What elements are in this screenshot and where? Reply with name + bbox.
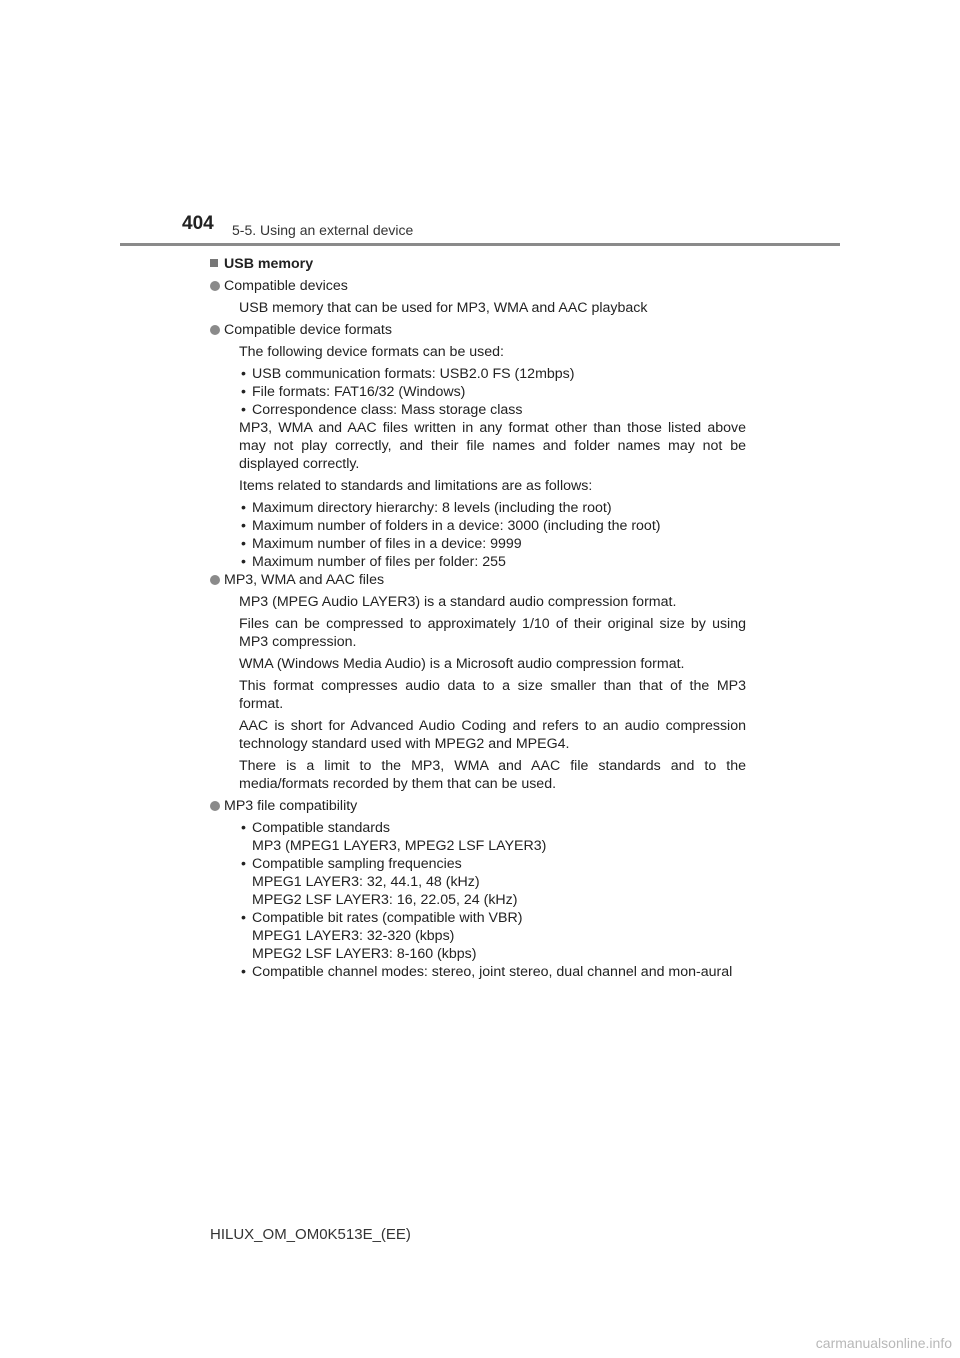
circle-bullet-icon — [210, 801, 220, 811]
square-bullet-icon — [210, 259, 218, 267]
limits-list — [239, 499, 746, 571]
content — [210, 255, 746, 981]
paragraph: This format compresses audio data to a size smaller than that of the MP3 format. — [239, 678, 746, 712]
header-rule — [120, 243, 840, 246]
mp3-compat-list — [239, 819, 746, 981]
list-item: • Maximum directory hierarchy: 8 levels (including the root) — [239, 499, 746, 517]
list-item: • Maximum number of files in a device: 9999 — [239, 535, 746, 553]
watermark: carmanualsonline.info — [815, 1335, 952, 1351]
bullet-device-formats: Compatible device formats — [210, 321, 746, 339]
list-item: • Compatible bit rates (compatible with VBR) MPEG1 LAYER3: 32-320 (kbps) MPEG2 LSF LAYER3: 8-160 (kbps) — [239, 909, 746, 963]
paragraph: The following device formats can be used: — [239, 344, 504, 360]
list-item: • USB communication formats: USB2.0 FS (12mbps) — [239, 365, 746, 383]
circle-bullet-icon — [210, 281, 220, 291]
circle-bullet-icon — [210, 325, 220, 335]
list-item: • Compatible standards MP3 (MPEG1 LAYER3, MPEG2 LSF LAYER3) — [239, 819, 746, 855]
section-title: 5-5. Using an external device — [232, 222, 414, 238]
page-number: 404 — [182, 213, 214, 234]
paragraph: MP3, WMA and AAC files written in any format other than those listed above may not play correctly, and their file names and folder names may not be displayed correctly. — [239, 420, 746, 472]
formats-list — [239, 365, 746, 419]
paragraph: MP3 (MPEG Audio LAYER3) is a standard audio compression format. — [239, 594, 677, 610]
list-item: • File formats: FAT16/32 (Windows) — [239, 383, 746, 401]
list-item: • Compatible sampling frequencies MPEG1 LAYER3: 32, 44.1, 48 (kHz) MPEG2 LSF LAYER3: 16, 22.05, 24 (kHz) — [239, 855, 746, 909]
circle-bullet-icon — [210, 575, 220, 585]
bullet-compatible-devices: Compatible devices — [210, 277, 746, 295]
section-heading: USB memory — [210, 255, 746, 273]
document-code: HILUX_OM_OM0K513E_(EE) — [210, 1226, 411, 1243]
paragraph: Items related to standards and limitations are as follows: — [239, 478, 593, 494]
bullet-mp3-compatibility: MP3 file compatibility — [210, 797, 746, 815]
list-item: • Maximum number of files per folder: 255 — [239, 553, 746, 571]
list-item: • Compatible channel modes: stereo, joint stereo, dual channel and mon-aural — [239, 963, 746, 981]
paragraph: USB memory that can be used for MP3, WMA and AAC playback — [239, 300, 648, 316]
list-item: • Maximum number of folders in a device: 3000 (including the root) — [239, 517, 746, 535]
list-item: • Correspondence class: Mass storage class — [239, 401, 746, 419]
paragraph: Files can be compressed to approximately 1/10 of their original size by using MP3 compression. — [239, 616, 746, 650]
paragraph: WMA (Windows Media Audio) is a Microsoft audio compression format. — [239, 656, 685, 672]
paragraph: There is a limit to the MP3, WMA and AAC file standards and to the media/formats recorded by them that can be used. — [239, 758, 746, 792]
paragraph: AAC is short for Advanced Audio Coding and refers to an audio compression technology standard used with MPEG2 and MPEG4. — [239, 718, 746, 752]
bullet-audio-files: MP3, WMA and AAC files — [210, 571, 746, 589]
